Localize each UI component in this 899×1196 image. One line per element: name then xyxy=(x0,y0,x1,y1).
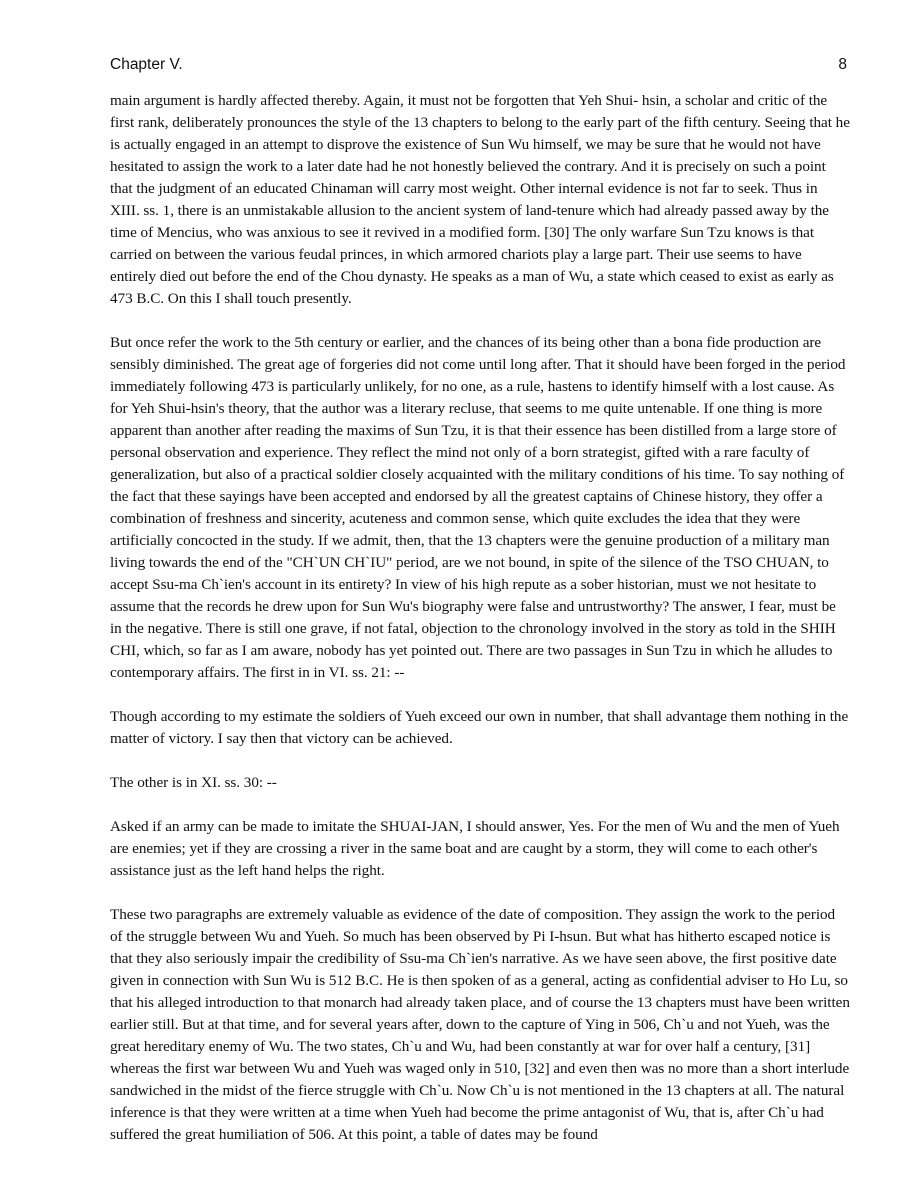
quoted-paragraph: Asked if an army can be made to imitate the SHUAI-JAN, I should answer, Yes. For the men of Wu and the men of Yueh are enemies; yet if they are crossing a river in the same boat and are caught by a storm, they will come to each other's assistance just as the left hand helps the right. xyxy=(110,818,840,879)
paragraph: But once refer the work to the 5th century or earlier, and the chances of its being other than a bona fide production are sensibly diminished. The great age of forgeries did not come until long after. That it should have been forged in the period immediately following 473 is particularly unlikely, for no one, as a rule, hastens to identify himself with a lost cause. As for Yeh Shui-hsin's theory, that the author was a literary recluse, that seems to me quite untenable. If one thing is more apparent than another after reading the maxims of Sun Tzu, it is that their essence has been distilled from a large store of personal observation and experience. They reflect the mind not only of a born strategist, gifted with a rare faculty of generalization, but also of a practical soldier closely acquainted with the military conditions of his time. To say nothing of the fact that these sayings have been accepted and endorsed by all the greatest captains of Chinese history, they offer a combination of freshness and sincerity, acuteness and common sense, which quite excludes the idea that they were artificially concocted in the study. If we admit, then, that the 13 chapters were the genuine production of a military man living towards the end of the "CH`UN CH`IU" period, are we not bound, in spite of the silence of the TSO CHUAN, to accept Ssu-ma Ch`ien's account in its entirety? In view of his high repute as a sober historian, must we not hesitate to assume that the records he drew upon for Sun Wu's biography were false and untrustworthy? The answer, I fear, must be in the negative. There is still one grave, if not fatal, objection to the chronology involved in the story as told in the SHIH CHI, which, so far as I am aware, nobody has yet pointed out. There are two passages in Sun Tzu in which he alludes to contemporary affairs. The first in in VI. ss. 21: -- xyxy=(110,334,846,681)
page-header xyxy=(110,56,847,80)
paragraph: The other is in XI. ss. 30: -- xyxy=(110,774,277,791)
paragraph: main argument is hardly affected thereby. Again, it must not be forgotten that Yeh Shui- hsin, a scholar and critic of the first rank, deliberately pronounces the style of the 13 chapters to belong to the early part of the fifth century. Seeing that he is actually engaged in an attempt to disprove the existence of Sun Wu himself, we may be sure that he would not have hesitated to assign the work to a later date had he not honestly believed the contrary. And it is precisely on such a point that the judgment of an educated Chinaman will carry most weight. Other internal evidence is not far to seek. Thus in XIII. ss. 1, there is an unmistakable allusion to the ancient system of land-tenure which had already passed away by the time of Mencius, who was anxious to see it revived in a modified form. [30] The only warfare Sun Tzu knows is that carried on between the various feudal princes, in which armored chariots play a large part. Their use seems to have entirely died out before the end of the Chou dynasty. He speaks as a man of Wu, a state which ceased to exist as early as 473 B.C. On this I shall touch presently. xyxy=(110,92,850,307)
page-number: 8 xyxy=(838,56,847,73)
quoted-paragraph: Though according to my estimate the soldiers of Yueh exceed our own in number, that shall advantage them nothing in the matter of victory. I say then that victory can be achieved. xyxy=(110,708,849,747)
body-text xyxy=(110,90,850,1168)
chapter-title: Chapter V. xyxy=(110,56,183,73)
paragraph: These two paragraphs are extremely valuable as evidence of the date of composition. They assign the work to the period of the struggle between Wu and Yueh. So much has been observed by Pi I-hsun. But what has hitherto escaped notice is that they also seriously impair the credibility of Ssu-ma Ch`ien's narrative. As we have seen above, the first positive date given in connection with Sun Wu is 512 B.C. He is then spoken of as a general, acting as confidential adviser to Ho Lu, so that his alleged introduction to that monarch had already taken place, and of course the 13 chapters must have been written earlier still. But at that time, and for several years after, down to the capture of Ying in 506, Ch`u and not Yueh, was the great hereditary enemy of Wu. The two states, Ch`u and Wu, had been constantly at war for over half a century, [31] whereas the first war between Wu and Yueh was waged only in 510, [32] and even then was no more than a short interlude sandwiched in the midst of the fierce struggle with Ch`u. Now Ch`u is not mentioned in the 13 chapters at all. The natural inference is that they were written at a time when Yueh had become the prime antagonist of Wu, that is, after Ch`u had suffered the great humiliation of 506. At this point, a table of dates may be found xyxy=(110,906,850,1143)
